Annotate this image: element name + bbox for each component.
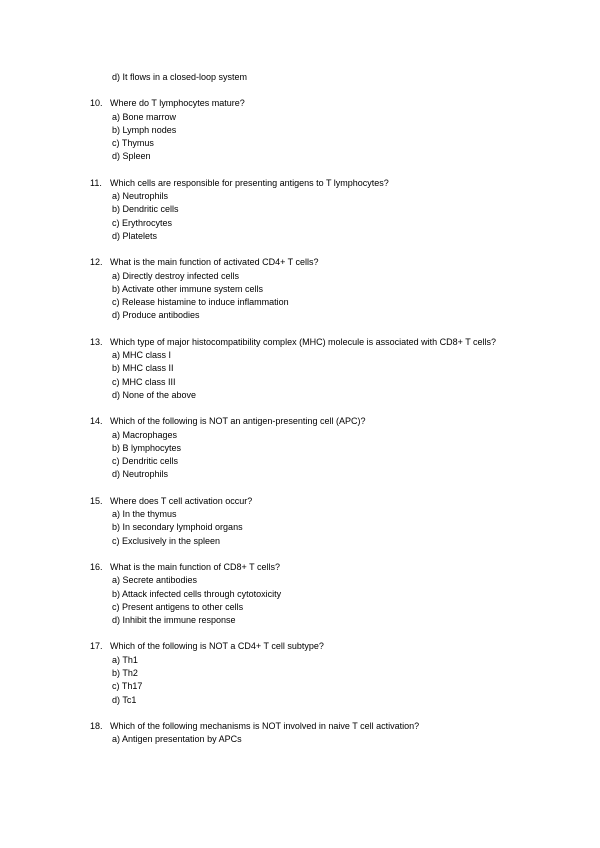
option-d: d) Produce antibodies [112,310,200,321]
option-b: b) Activate other immune system cells [112,283,264,294]
option-d: d) Inhibit the immune response [112,615,236,626]
option-b: b) In secondary lymphoid organs [112,522,243,533]
question-number: 13. [90,336,103,347]
option-b: b) Dendritic cells [112,204,179,215]
option-d: d) None of the above [112,389,197,400]
option-b: b) Th2 [112,667,138,678]
option-a: a) Secrete antibodies [112,575,198,586]
question-number: 15. [90,495,103,506]
option-d: d) Neutrophils [112,469,169,480]
question-text: Where does T cell activation occur? [110,495,253,506]
leading-option: d) It flows in a closed-loop system [112,72,248,82]
option-d: d) Spleen [112,151,151,162]
options-list [90,349,522,402]
question-stem [90,720,522,733]
options-list [90,574,522,627]
option-a: a) In the thymus [112,509,177,520]
question-number: 10. [90,98,103,109]
option-c: c) Erythrocytes [112,217,173,228]
option-c: c) Release histamine to induce inflammation [112,297,289,308]
option-b: b) MHC class II [112,363,174,374]
question-14 [90,415,522,481]
option-c: c) Th17 [112,681,143,692]
question-text: What is the main function of activated CD4+ T cells? [110,257,319,268]
question-number: 18. [90,720,103,731]
option-b: b) Attack infected cells through cytotoxicity [112,588,282,599]
question-text: What is the main function of CD8+ T cells? [110,561,280,572]
question-text: Which cells are responsible for presenting antigens to T lymphocytes? [110,177,389,188]
option-a: a) Neutrophils [112,191,169,202]
question-stem [90,495,522,508]
option-c: c) Thymus [112,138,154,149]
option-c: c) Dendritic cells [112,456,179,467]
options-list [90,508,522,548]
option-b: b) Lymph nodes [112,124,177,135]
option-c: c) MHC class III [112,376,176,387]
options-list [90,190,522,243]
question-stem [90,256,522,269]
question-list [90,71,522,746]
option-d: d) Platelets [112,230,158,241]
option-a: a) MHC class I [112,350,172,361]
question-stem [90,415,522,428]
option-b: b) B lymphocytes [112,442,182,453]
option-c: c) Exclusively in the spleen [112,535,221,546]
options-list [90,111,522,164]
question-11 [90,177,522,243]
question-stem [90,97,522,110]
question-number: 16. [90,561,103,572]
question-10 [90,97,522,163]
options-list [90,429,522,482]
question-text: Where do T lymphocytes mature? [110,98,245,109]
question-16 [90,561,522,627]
option-c: c) Present antigens to other cells [112,601,244,612]
option-a: a) Directly destroy infected cells [112,270,240,281]
question-text: Which of the following mechanisms is NOT involved in naive T cell activation? [110,720,420,731]
options-list [90,654,522,707]
question-number: 17. [90,641,103,652]
question-number: 11. [90,177,102,188]
question-text: Which of the following is NOT an antigen-presenting cell (APC)? [110,416,366,427]
question-text: Which of the following is NOT a CD4+ T cell subtype? [110,641,324,652]
question-stem [90,561,522,574]
question-number: 12. [90,257,103,268]
options-list [90,733,522,746]
question-number: 14. [90,416,103,427]
question-15 [90,495,522,548]
option-d: d) Tc1 [112,694,137,705]
option-a: a) Antigen presentation by APCs [112,734,242,745]
option-a: a) Th1 [112,654,138,665]
option-a: a) Macrophages [112,429,178,440]
question-stem [90,336,522,349]
options-list [90,270,522,323]
question-13 [90,336,522,402]
question-stem [90,640,522,653]
question-text: Which type of major histocompatibility complex (MHC) molecule is associated with CD8+ T cells? [110,336,497,347]
question-17 [90,640,522,706]
question-stem [90,177,522,190]
option-a: a) Bone marrow [112,111,177,122]
question-12 [90,256,522,322]
question-18 [90,720,522,747]
